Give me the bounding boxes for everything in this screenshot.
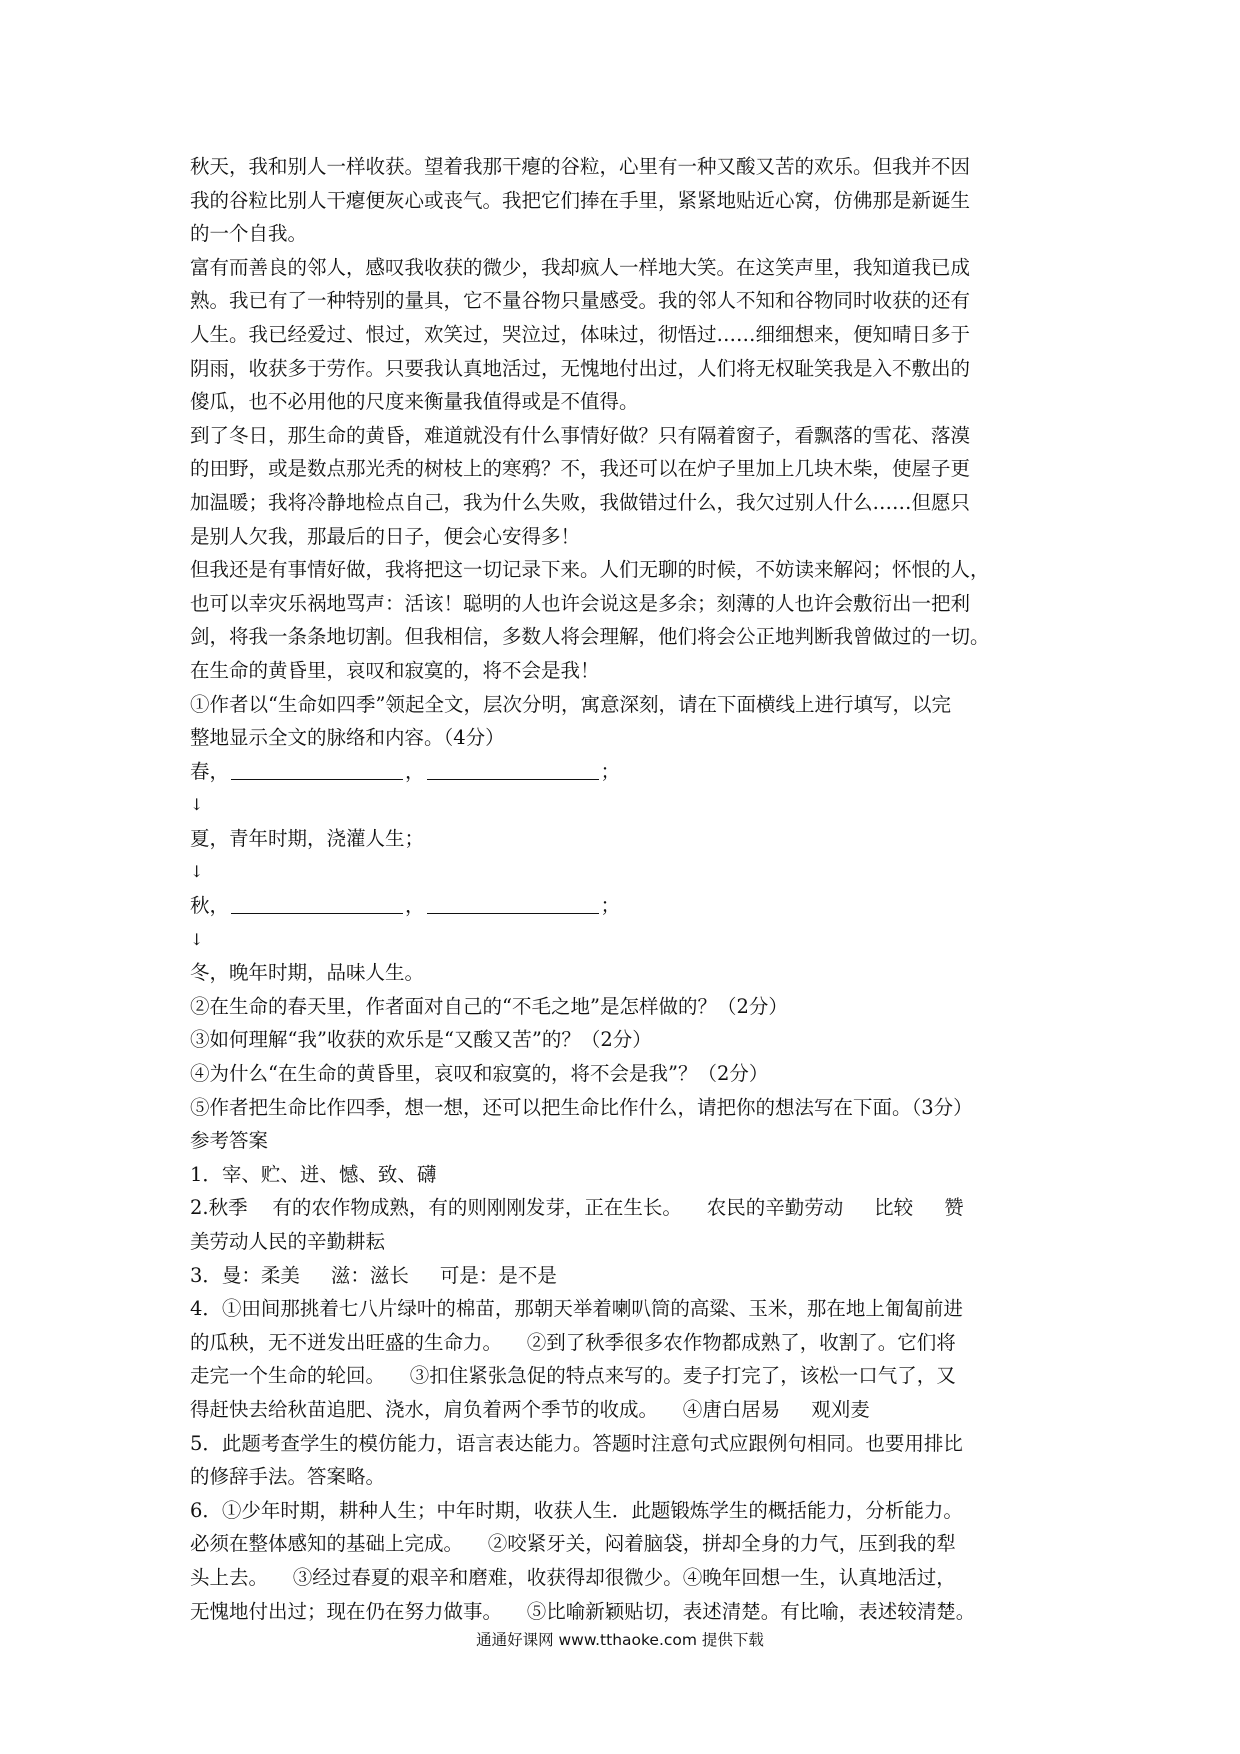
answer-text: 头上去。 ③经过春夏的艰辛和磨难，收获得却很微少。④晚年回想一生，认真地活过， (190, 1565, 956, 1589)
answer-6 (190, 1494, 1058, 1628)
question-5: ⑤作者把生命比作四季，想一想，还可以把生命比作什么，请把你的想法写在下面。（3分） (190, 1095, 973, 1119)
text-line: 人生。我已经爱过、恨过，欢笑过，哭泣过，体味过，彻悟过……细细想来，便知晴日多于 (190, 322, 971, 346)
text-line: 剑，将我一条条地切割。但我相信，多数人将会理解，他们将会公正地判断我曾做过的一切。 (190, 625, 990, 649)
answer-blank[interactable] (231, 891, 403, 914)
down-arrow-icon: ↓ (190, 929, 204, 949)
fill-row-winter: 冬，晚年时期，品味人生。 (190, 961, 425, 985)
text-line: 的田野，或是数点那光秃的树枝上的寒鸦？不，我还可以在炉子里加上几块木柴，使屋子更 (190, 457, 971, 481)
answer-text: 的瓜秧，无不迸发出旺盛的生命力。 ②到了秋季很多农作物都成熟了，收割了。它们将 (190, 1330, 956, 1354)
answer-text: 6．①少年时期，耕种人生；中年时期，收获人生．此题锻炼学生的概括能力，分析能力。 (190, 1498, 963, 1522)
answer-1: 1．宰、贮、迸、憾、致、礴 (190, 1162, 437, 1186)
answer-text: 必须在整体感知的基础上完成。 ②咬紧牙关，闷着脑袋，拼却全身的力气，压到我的犁 (190, 1532, 956, 1556)
text-line: 秋天，我和别人一样收获。望着我那干瘪的谷粒，心里有一种又酸又苦的欢乐。但我并不因 (190, 155, 971, 178)
text-line: 阴雨，收获多于劳作。只要我认真地活过，无愧地付出过，人们将无权耻笑我是入不敷出的 (190, 356, 971, 380)
text-line: 的一个自我。 (190, 222, 308, 246)
answer-5 (190, 1427, 1058, 1494)
document-body (190, 150, 1058, 1628)
answer-blank[interactable] (231, 757, 403, 780)
answer-text: 走完一个生命的轮回。 ③扣住紧张急促的特点来写的。麦子打完了，该松一口气了，又 (190, 1364, 956, 1388)
answer-3: 3．曼：柔美 滋：滋长 可是：是不是 (190, 1263, 557, 1287)
question-2: ②在生命的春天里，作者面对自己的“不毛之地”是怎样做的？（2分） (190, 994, 788, 1018)
answer-4 (190, 1292, 1058, 1426)
text-line: 也可以幸灾乐祸地骂声：活该！聪明的人也许会说这是多余；刻薄的人也许会敷衍出一把利 (190, 591, 971, 615)
text-line: 在生命的黄昏里，哀叹和寂寞的，将不会是我！ (190, 658, 600, 682)
answer-text: 的修辞手法。答案略。 (190, 1465, 386, 1489)
answer-blank[interactable] (427, 757, 599, 780)
answer-text: 2.秋季 有的农作物成熟，有的则刚刚发芽，正在生长。 农民的辛勤劳动 比较 赞 (190, 1196, 964, 1220)
terminator: ； (600, 894, 621, 918)
answers-heading: 参考答案 (190, 1129, 269, 1153)
separator: ， (405, 759, 425, 783)
answer-text: 5．此题考查学生的模仿能力，语言表达能力。答题时注意句式应跟例句相同。也要用排比 (190, 1431, 963, 1455)
question-text: 整地显示全文的脉络和内容。（4分） (190, 726, 505, 750)
text-line: 富有而善良的邻人，感叹我收获的微少，我却疯人一样地大笑。在这笑声里，我知道我已成 (190, 255, 971, 279)
answer-text: 4．①田间那挑着七八片绿叶的棉苗，那朝天举着喇叭筒的高粱、玉米，那在地上匍匐前进 (190, 1297, 963, 1321)
page-footer: 通通好课网 www.tthaoke.com 提供下载 (476, 1631, 764, 1649)
fill-row-spring (190, 755, 1058, 789)
text-line: 到了冬日，那生命的黄昏，难道就没有什么事情好做？只有隔着窗子，看飘落的雪花、落漠 (190, 423, 971, 447)
down-arrow-icon: ↓ (190, 862, 204, 882)
separator: ， (405, 894, 425, 918)
text-line: 熟。我已有了一种特别的量具，它不量谷物只量感受。我的邻人不知和谷物同时收获的还有 (190, 289, 971, 313)
paragraph-neighbor (190, 251, 1058, 419)
terminator: ； (600, 759, 621, 783)
paragraph-autumn (190, 150, 1058, 251)
paragraph-record (190, 553, 1058, 687)
question-1 (190, 688, 1058, 755)
season-label: 秋， (190, 894, 230, 918)
answer-text: 无愧地付出过；现在仍在努力做事。 ⑤比喻新颖贴切，表述清楚。有比喻，表述较清楚。 (190, 1599, 976, 1623)
season-label: 春， (190, 759, 230, 783)
question-text: ①作者以“生命如四季”领起全文，层次分明，寓意深刻，请在下面横线上进行填写，以完 (190, 692, 951, 716)
text-line: 我的谷粒比别人干瘪便灰心或丧气。我把它们捧在手里，紧紧地贴近心窝，仿佛那是新诞生 (190, 188, 971, 212)
answer-2 (190, 1191, 1058, 1258)
answer-blank[interactable] (427, 891, 599, 914)
fill-row-autumn (190, 889, 1058, 923)
down-arrow-icon: ↓ (190, 795, 204, 815)
fill-row-summer: 夏，青年时期，浇灌人生； (190, 826, 425, 850)
text-line: 但我还是有事情好做，我将把这一切记录下来。人们无聊的时候，不妨读来解闷；怀恨的人， (190, 558, 990, 582)
question-3: ③如何理解“我”收获的欢乐是“又酸又苦”的？（2分） (190, 1028, 652, 1052)
paragraph-winter (190, 419, 1058, 553)
answer-text: 得赶快去给秋苗追肥、浇水，肩负着两个季节的收成。 ④唐白居易 观刈麦 (190, 1397, 870, 1421)
text-line: 傻瓜，也不必用他的尺度来衡量我值得或是不值得。 (190, 390, 639, 414)
text-line: 是别人欠我，那最后的日子，便会心安得多！ (190, 524, 581, 548)
text-line: 加温暖；我将冷静地检点自己，我为什么失败，我做错过什么，我欠过别人什么……但愿只 (190, 490, 971, 514)
question-4: ④为什么“在生命的黄昏里，哀叹和寂寞的，将不会是我”？（2分） (190, 1062, 769, 1086)
answer-text: 美劳动人民的辛勤耕耘 (190, 1230, 386, 1253)
